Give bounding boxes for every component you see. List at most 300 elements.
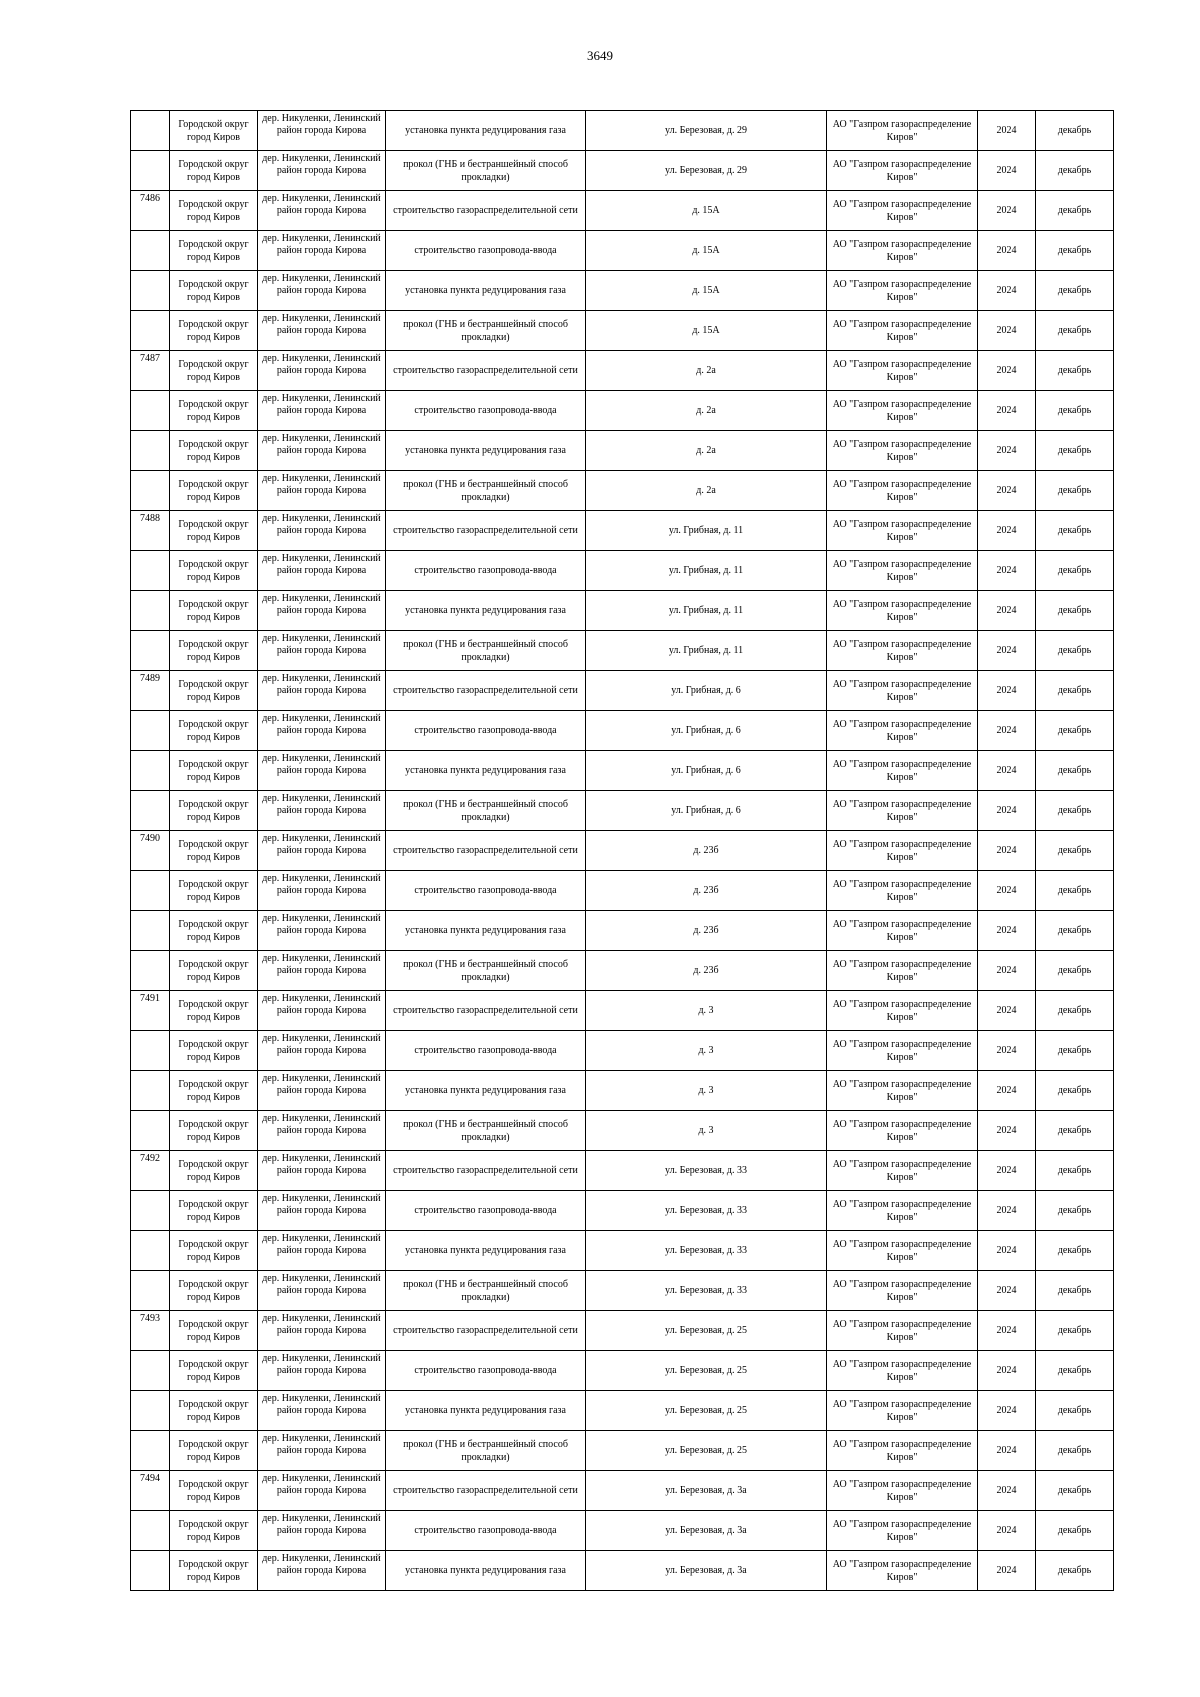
cell-organization: АО "Газпром газораспределение Киров" (827, 1271, 978, 1311)
cell-year: 2024 (978, 511, 1036, 551)
locality-text: дер. Никуленки, Ленинский район города Кирова (262, 1312, 381, 1336)
locality-text: дер. Никуленки, Ленинский район города Кирова (262, 392, 381, 416)
locality-text: дер. Никуленки, Ленинский район города Кирова (262, 712, 381, 736)
cell-month: декабрь (1036, 1231, 1114, 1271)
cell-organization: АО "Газпром газораспределение Киров" (827, 591, 978, 631)
table-row (131, 1471, 1114, 1511)
cell-month: декабрь (1036, 511, 1114, 551)
cell-work-type: строительство газораспределительной сети (386, 991, 586, 1031)
locality-text: дер. Никуленки, Ленинский район города Кирова (262, 472, 381, 496)
cell-year: 2024 (978, 1551, 1036, 1591)
cell-number: 7490 (131, 831, 170, 871)
cell-locality (258, 751, 386, 791)
cell-address: д. 3 (586, 1111, 827, 1151)
cell-year: 2024 (978, 151, 1036, 191)
cell-number: 7491 (131, 991, 170, 1031)
table-row (131, 311, 1114, 351)
cell-district: Городской округ город Киров (170, 951, 258, 991)
cell-organization: АО "Газпром газораспределение Киров" (827, 1471, 978, 1511)
cell-number (131, 271, 170, 311)
cell-organization: АО "Газпром газораспределение Киров" (827, 871, 978, 911)
table-row (131, 791, 1114, 831)
locality-text: дер. Никуленки, Ленинский район города Кирова (262, 632, 381, 656)
cell-address: ул. Грибная, д. 11 (586, 631, 827, 671)
locality-text: дер. Никуленки, Ленинский район города Кирова (262, 352, 381, 376)
cell-address: д. 2а (586, 351, 827, 391)
cell-district: Городской округ город Киров (170, 511, 258, 551)
cell-number (131, 471, 170, 511)
cell-month: декабрь (1036, 1511, 1114, 1551)
cell-district: Городской округ город Киров (170, 1231, 258, 1271)
cell-locality (258, 1111, 386, 1151)
cell-month: декабрь (1036, 631, 1114, 671)
cell-organization: АО "Газпром газораспределение Киров" (827, 1431, 978, 1471)
cell-work-type: строительство газопровода-ввода (386, 1031, 586, 1071)
cell-locality (258, 1511, 386, 1551)
cell-year: 2024 (978, 671, 1036, 711)
cell-organization: АО "Газпром газораспределение Киров" (827, 431, 978, 471)
cell-work-type: прокол (ГНБ и бестраншейный способ прокладки) (386, 311, 586, 351)
cell-organization: АО "Газпром газораспределение Киров" (827, 391, 978, 431)
cell-month: декабрь (1036, 1111, 1114, 1151)
cell-number (131, 871, 170, 911)
cell-locality (258, 1391, 386, 1431)
cell-year: 2024 (978, 1031, 1036, 1071)
cell-number (131, 591, 170, 631)
cell-district: Городской округ город Киров (170, 591, 258, 631)
cell-address: д. 2а (586, 471, 827, 511)
locality-text: дер. Никуленки, Ленинский район города Кирова (262, 1112, 381, 1136)
cell-district: Городской округ город Киров (170, 791, 258, 831)
cell-locality (258, 631, 386, 671)
cell-month: декабрь (1036, 751, 1114, 791)
cell-address: ул. Березовая, д. 33 (586, 1151, 827, 1191)
cell-district: Городской округ город Киров (170, 271, 258, 311)
cell-address: д. 15А (586, 311, 827, 351)
cell-locality (258, 1191, 386, 1231)
cell-work-type: установка пункта редуцирования газа (386, 111, 586, 151)
cell-district: Городской округ город Киров (170, 1111, 258, 1151)
cell-month: декабрь (1036, 831, 1114, 871)
cell-work-type: установка пункта редуцирования газа (386, 1551, 586, 1591)
cell-organization: АО "Газпром газораспределение Киров" (827, 951, 978, 991)
cell-organization: АО "Газпром газораспределение Киров" (827, 351, 978, 391)
locality-text: дер. Никуленки, Ленинский район города Кирова (262, 672, 381, 696)
cell-locality (258, 671, 386, 711)
cell-work-type: строительство газопровода-ввода (386, 231, 586, 271)
cell-number (131, 1551, 170, 1591)
cell-address: ул. Грибная, д. 6 (586, 671, 827, 711)
cell-work-type: строительство газораспределительной сети (386, 511, 586, 551)
cell-month: декабрь (1036, 711, 1114, 751)
cell-month: декабрь (1036, 1071, 1114, 1111)
cell-address: ул. Березовая, д. 3а (586, 1551, 827, 1591)
cell-year: 2024 (978, 271, 1036, 311)
cell-locality (258, 271, 386, 311)
locality-text: дер. Никуленки, Ленинский район города Кирова (262, 232, 381, 256)
cell-address: ул. Березовая, д. 33 (586, 1271, 827, 1311)
cell-district: Городской округ город Киров (170, 1191, 258, 1231)
cell-month: декабрь (1036, 871, 1114, 911)
cell-district: Городской округ город Киров (170, 1431, 258, 1471)
locality-text: дер. Никуленки, Ленинский район города Кирова (262, 752, 381, 776)
cell-month: декабрь (1036, 1271, 1114, 1311)
cell-work-type: строительство газопровода-ввода (386, 1511, 586, 1551)
cell-organization: АО "Газпром газораспределение Киров" (827, 1511, 978, 1551)
cell-year: 2024 (978, 1351, 1036, 1391)
cell-organization: АО "Газпром газораспределение Киров" (827, 1111, 978, 1151)
cell-work-type: установка пункта редуцирования газа (386, 1071, 586, 1111)
cell-district: Городской округ город Киров (170, 1271, 258, 1311)
locality-text: дер. Никуленки, Ленинский район города Кирова (262, 1472, 381, 1496)
cell-address: ул. Грибная, д. 11 (586, 511, 827, 551)
table-row (131, 911, 1114, 951)
cell-locality (258, 351, 386, 391)
table-row (131, 1031, 1114, 1071)
cell-number (131, 231, 170, 271)
cell-year: 2024 (978, 1311, 1036, 1351)
cell-organization: АО "Газпром газораспределение Киров" (827, 991, 978, 1031)
cell-month: декабрь (1036, 911, 1114, 951)
cell-district: Городской округ город Киров (170, 1391, 258, 1431)
cell-district: Городской округ город Киров (170, 111, 258, 151)
locality-text: дер. Никуленки, Ленинский район города Кирова (262, 1272, 381, 1296)
cell-work-type: прокол (ГНБ и бестраншейный способ прокладки) (386, 471, 586, 511)
cell-district: Городской округ город Киров (170, 191, 258, 231)
cell-year: 2024 (978, 231, 1036, 271)
cell-number (131, 1191, 170, 1231)
table-row (131, 831, 1114, 871)
cell-year: 2024 (978, 191, 1036, 231)
cell-month: декабрь (1036, 991, 1114, 1031)
table-row (131, 1191, 1114, 1231)
cell-number: 7493 (131, 1311, 170, 1351)
cell-year: 2024 (978, 111, 1036, 151)
cell-district: Городской округ город Киров (170, 1511, 258, 1551)
cell-work-type: установка пункта редуцирования газа (386, 271, 586, 311)
cell-locality (258, 551, 386, 591)
locality-text: дер. Никуленки, Ленинский район города Кирова (262, 1232, 381, 1256)
cell-locality (258, 871, 386, 911)
cell-district: Городской округ город Киров (170, 471, 258, 511)
cell-organization: АО "Газпром газораспределение Киров" (827, 671, 978, 711)
table-row (131, 1151, 1114, 1191)
cell-year: 2024 (978, 1111, 1036, 1151)
cell-address: д. 3 (586, 991, 827, 1031)
locality-text: дер. Никуленки, Ленинский район города Кирова (262, 1192, 381, 1216)
cell-district: Городской округ город Киров (170, 871, 258, 911)
cell-month: декабрь (1036, 1311, 1114, 1351)
cell-year: 2024 (978, 991, 1036, 1031)
locality-text: дер. Никуленки, Ленинский район города Кирова (262, 432, 381, 456)
cell-district: Городской округ город Киров (170, 991, 258, 1031)
cell-month: декабрь (1036, 231, 1114, 271)
cell-work-type: прокол (ГНБ и бестраншейный способ прокладки) (386, 791, 586, 831)
cell-year: 2024 (978, 1471, 1036, 1511)
cell-number: 7486 (131, 191, 170, 231)
cell-year: 2024 (978, 1231, 1036, 1271)
cell-address: ул. Грибная, д. 6 (586, 791, 827, 831)
cell-year: 2024 (978, 1391, 1036, 1431)
cell-address: ул. Березовая, д. 33 (586, 1231, 827, 1271)
cell-district: Городской округ город Киров (170, 1471, 258, 1511)
cell-district: Городской округ город Киров (170, 1071, 258, 1111)
locality-text: дер. Никуленки, Ленинский район города Кирова (262, 792, 381, 816)
cell-month: декабрь (1036, 191, 1114, 231)
cell-district: Городской округ город Киров (170, 711, 258, 751)
cell-locality (258, 471, 386, 511)
cell-year: 2024 (978, 1191, 1036, 1231)
cell-address: д. 23б (586, 831, 827, 871)
cell-work-type: прокол (ГНБ и бестраншейный способ прокладки) (386, 631, 586, 671)
cell-address: ул. Грибная, д. 11 (586, 551, 827, 591)
cell-locality (258, 111, 386, 151)
cell-locality (258, 311, 386, 351)
table-row (131, 1351, 1114, 1391)
table-row (131, 391, 1114, 431)
cell-organization: АО "Газпром газораспределение Киров" (827, 151, 978, 191)
cell-year: 2024 (978, 951, 1036, 991)
cell-month: декабрь (1036, 791, 1114, 831)
cell-number (131, 1031, 170, 1071)
cell-organization: АО "Газпром газораспределение Киров" (827, 231, 978, 271)
table-row (131, 511, 1114, 551)
cell-work-type: строительство газораспределительной сети (386, 351, 586, 391)
cell-work-type: установка пункта редуцирования газа (386, 591, 586, 631)
cell-organization: АО "Газпром газораспределение Киров" (827, 1071, 978, 1111)
table-row (131, 1311, 1114, 1351)
cell-number (131, 311, 170, 351)
cell-organization: АО "Газпром газораспределение Киров" (827, 311, 978, 351)
cell-month: декабрь (1036, 671, 1114, 711)
cell-district: Городской округ город Киров (170, 351, 258, 391)
cell-number: 7487 (131, 351, 170, 391)
cell-work-type: строительство газопровода-ввода (386, 711, 586, 751)
cell-number: 7489 (131, 671, 170, 711)
table-row (131, 431, 1114, 471)
locality-text: дер. Никуленки, Ленинский район города Кирова (262, 1072, 381, 1096)
table-row (131, 1431, 1114, 1471)
locality-text: дер. Никуленки, Ленинский район города Кирова (262, 1432, 381, 1456)
cell-number (131, 1511, 170, 1551)
cell-locality (258, 151, 386, 191)
cell-locality (258, 911, 386, 951)
table-row (131, 1551, 1114, 1591)
cell-work-type: прокол (ГНБ и бестраншейный способ прокладки) (386, 1431, 586, 1471)
cell-work-type: строительство газопровода-ввода (386, 551, 586, 591)
cell-month: декабрь (1036, 1471, 1114, 1511)
cell-year: 2024 (978, 751, 1036, 791)
locality-text: дер. Никуленки, Ленинский район города Кирова (262, 1352, 381, 1376)
cell-organization: АО "Газпром газораспределение Киров" (827, 191, 978, 231)
table-row (131, 1271, 1114, 1311)
cell-locality (258, 1431, 386, 1471)
cell-work-type: строительство газопровода-ввода (386, 391, 586, 431)
cell-work-type: строительство газораспределительной сети (386, 1311, 586, 1351)
table-row (131, 1391, 1114, 1431)
cell-year: 2024 (978, 871, 1036, 911)
cell-organization: АО "Газпром газораспределение Киров" (827, 791, 978, 831)
cell-year: 2024 (978, 631, 1036, 671)
cell-number (131, 911, 170, 951)
cell-address: д. 3 (586, 1031, 827, 1071)
cell-organization: АО "Газпром газораспределение Киров" (827, 711, 978, 751)
cell-district: Городской округ город Киров (170, 911, 258, 951)
cell-address: д. 15А (586, 191, 827, 231)
cell-year: 2024 (978, 791, 1036, 831)
cell-address: ул. Грибная, д. 6 (586, 751, 827, 791)
cell-locality (258, 1231, 386, 1271)
cell-organization: АО "Газпром газораспределение Киров" (827, 1151, 978, 1191)
cell-month: декабрь (1036, 471, 1114, 511)
cell-address: ул. Грибная, д. 6 (586, 711, 827, 751)
cell-locality (258, 1551, 386, 1591)
cell-year: 2024 (978, 351, 1036, 391)
cell-year: 2024 (978, 431, 1036, 471)
cell-organization: АО "Газпром газораспределение Киров" (827, 1551, 978, 1591)
cell-number (131, 151, 170, 191)
table-row (131, 351, 1114, 391)
cell-locality (258, 1151, 386, 1191)
table-row (131, 671, 1114, 711)
cell-locality (258, 831, 386, 871)
cell-work-type: строительство газопровода-ввода (386, 1191, 586, 1231)
cell-district: Городской округ город Киров (170, 671, 258, 711)
cell-month: декабрь (1036, 951, 1114, 991)
cell-organization: АО "Газпром газораспределение Киров" (827, 511, 978, 551)
cell-district: Городской округ город Киров (170, 391, 258, 431)
cell-district: Городской округ город Киров (170, 751, 258, 791)
cell-year: 2024 (978, 1511, 1036, 1551)
table-row (131, 751, 1114, 791)
cell-district: Городской округ город Киров (170, 311, 258, 351)
cell-year: 2024 (978, 911, 1036, 951)
table-row (131, 551, 1114, 591)
locality-text: дер. Никуленки, Ленинский район города Кирова (262, 1032, 381, 1056)
cell-organization: АО "Газпром газораспределение Киров" (827, 1191, 978, 1231)
cell-number (131, 1111, 170, 1151)
cell-organization: АО "Газпром газораспределение Киров" (827, 751, 978, 791)
cell-month: декабрь (1036, 111, 1114, 151)
cell-year: 2024 (978, 1431, 1036, 1471)
cell-year: 2024 (978, 311, 1036, 351)
table-row (131, 991, 1114, 1031)
cell-number (131, 111, 170, 151)
cell-address: д. 3 (586, 1071, 827, 1111)
table-row (131, 271, 1114, 311)
cell-district: Городской округ город Киров (170, 1351, 258, 1391)
cell-district: Городской округ город Киров (170, 631, 258, 671)
locality-text: дер. Никуленки, Ленинский район города Кирова (262, 992, 381, 1016)
cell-year: 2024 (978, 391, 1036, 431)
cell-work-type: строительство газораспределительной сети (386, 191, 586, 231)
cell-locality (258, 1471, 386, 1511)
table-row (131, 231, 1114, 271)
cell-year: 2024 (978, 1071, 1036, 1111)
table-row (131, 191, 1114, 231)
cell-locality (258, 511, 386, 551)
cell-address: ул. Березовая, д. 25 (586, 1351, 827, 1391)
cell-locality (258, 1351, 386, 1391)
cell-month: декабрь (1036, 1031, 1114, 1071)
cell-organization: АО "Газпром газораспределение Киров" (827, 1231, 978, 1271)
cell-month: декабрь (1036, 1431, 1114, 1471)
cell-organization: АО "Газпром газораспределение Киров" (827, 1391, 978, 1431)
cell-address: ул. Березовая, д. 25 (586, 1391, 827, 1431)
cell-month: декабрь (1036, 431, 1114, 471)
cell-locality (258, 1271, 386, 1311)
cell-number (131, 711, 170, 751)
cell-work-type: строительство газораспределительной сети (386, 831, 586, 871)
cell-month: декабрь (1036, 1551, 1114, 1591)
cell-work-type: установка пункта редуцирования газа (386, 751, 586, 791)
cell-work-type: строительство газопровода-ввода (386, 1351, 586, 1391)
cell-work-type: строительство газораспределительной сети (386, 1151, 586, 1191)
cell-locality (258, 591, 386, 631)
table-row (131, 471, 1114, 511)
locality-text: дер. Никуленки, Ленинский район города Кирова (262, 552, 381, 576)
locality-text: дер. Никуленки, Ленинский район города Кирова (262, 1152, 381, 1176)
cell-address: д. 2а (586, 391, 827, 431)
cell-month: декабрь (1036, 1351, 1114, 1391)
cell-organization: АО "Газпром газораспределение Киров" (827, 271, 978, 311)
cell-organization: АО "Газпром газораспределение Киров" (827, 831, 978, 871)
cell-year: 2024 (978, 831, 1036, 871)
cell-number (131, 791, 170, 831)
cell-work-type: прокол (ГНБ и бестраншейный способ прокладки) (386, 1111, 586, 1151)
cell-address: ул. Березовая, д. 25 (586, 1431, 827, 1471)
cell-work-type: прокол (ГНБ и бестраншейный способ прокладки) (386, 1271, 586, 1311)
locality-text: дер. Никуленки, Ленинский район города Кирова (262, 1512, 381, 1536)
cell-district: Городской округ город Киров (170, 151, 258, 191)
cell-locality (258, 791, 386, 831)
cell-organization: АО "Газпром газораспределение Киров" (827, 471, 978, 511)
cell-number: 7494 (131, 1471, 170, 1511)
cell-number (131, 1271, 170, 1311)
cell-number (131, 1071, 170, 1111)
table-row (131, 631, 1114, 671)
cell-organization: АО "Газпром газораспределение Киров" (827, 111, 978, 151)
cell-address: ул. Березовая, д. 25 (586, 1311, 827, 1351)
cell-month: декабрь (1036, 1151, 1114, 1191)
cell-address: ул. Березовая, д. 29 (586, 111, 827, 151)
cell-number (131, 431, 170, 471)
cell-year: 2024 (978, 1151, 1036, 1191)
cell-address: д. 15А (586, 271, 827, 311)
registry-table (130, 110, 1114, 1591)
cell-district: Городской округ город Киров (170, 431, 258, 471)
cell-address: д. 23б (586, 951, 827, 991)
cell-organization: АО "Газпром газораспределение Киров" (827, 631, 978, 671)
table-row (131, 111, 1114, 151)
locality-text: дер. Никуленки, Ленинский район города Кирова (262, 1552, 381, 1576)
cell-number (131, 631, 170, 671)
cell-work-type: установка пункта редуцирования газа (386, 1231, 586, 1271)
cell-district: Городской округ город Киров (170, 551, 258, 591)
locality-text: дер. Никуленки, Ленинский район города Кирова (262, 152, 381, 176)
cell-number: 7488 (131, 511, 170, 551)
cell-work-type: установка пункта редуцирования газа (386, 911, 586, 951)
cell-locality (258, 711, 386, 751)
cell-address: ул. Грибная, д. 11 (586, 591, 827, 631)
cell-year: 2024 (978, 711, 1036, 751)
cell-month: декабрь (1036, 551, 1114, 591)
cell-work-type: строительство газопровода-ввода (386, 871, 586, 911)
cell-number (131, 551, 170, 591)
cell-work-type: прокол (ГНБ и бестраншейный способ прокладки) (386, 151, 586, 191)
cell-organization: АО "Газпром газораспределение Киров" (827, 911, 978, 951)
locality-text: дер. Никуленки, Ленинский район города Кирова (262, 512, 381, 536)
